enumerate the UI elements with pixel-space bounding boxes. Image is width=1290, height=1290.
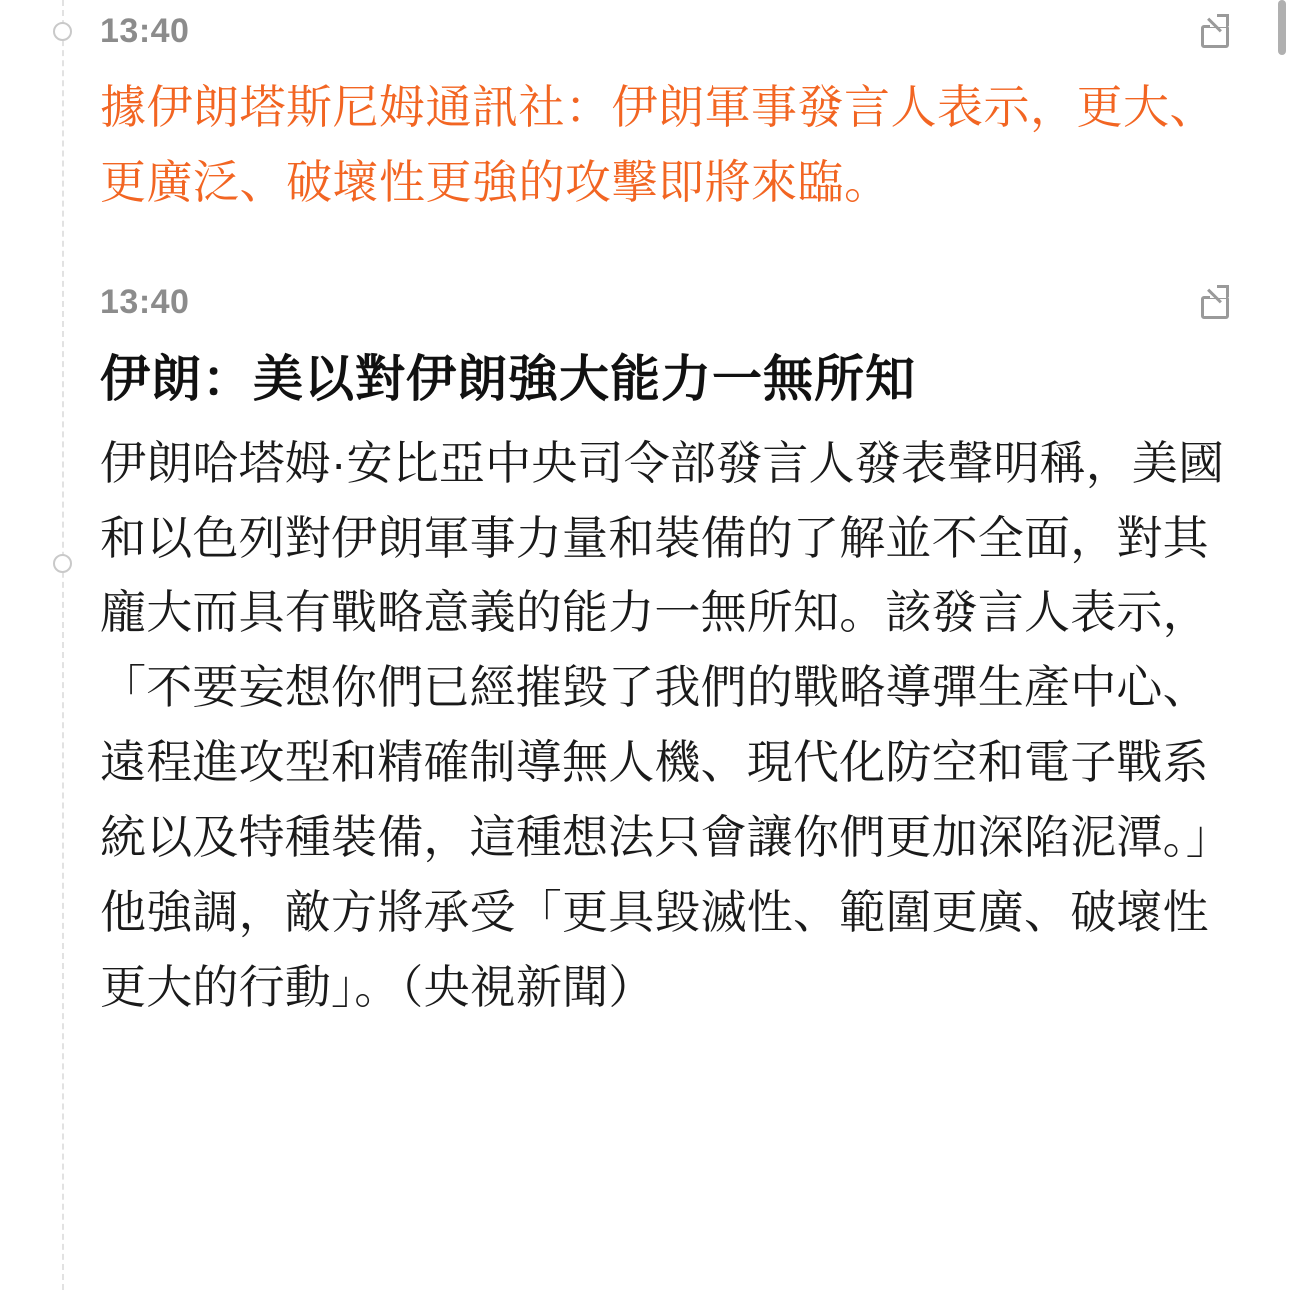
news-headline[interactable]: 伊朗：美以對伊朗強大能力一無所知	[100, 351, 916, 408]
share-icon[interactable]	[1201, 14, 1235, 48]
share-icon-arrowhead	[1217, 285, 1229, 297]
news-item[interactable]	[0, 0, 1290, 219]
timestamp: 13:40	[100, 282, 190, 321]
timeline-dot-icon	[53, 22, 72, 41]
share-icon-arrowhead	[1217, 14, 1229, 26]
news-headline-highlight[interactable]: 據伊朗塔斯尼姆通訊社：伊朗軍事發言人表示，更大、更廣泛、破壞性更強的攻擊即將來臨。	[100, 81, 1216, 208]
news-item[interactable]	[0, 219, 1290, 1025]
share-icon[interactable]	[1201, 285, 1235, 319]
news-body: 伊朗哈塔姆·安比亞中央司令部發言人發表聲明稱，美國和以色列對伊朗軍事力量和裝備的了解並不全面，對其龐大而具有戰略意義的能力一無所知。該發言人表示，「不要妄想你們已經摧毀了我們的戰略導彈生產中心、遠程進攻型和精確制導無人機、現代化防空和電子戰系統以及特種裝備，這種想法只會讓你們更加深陷泥潭。」他強調，敵方將承受「更具毀滅性、範圍更廣、破壞性更大的行動」。（央視新聞）	[100, 436, 1232, 1014]
news-item-header	[100, 279, 1235, 325]
timestamp: 13:40	[100, 11, 190, 50]
scrollbar[interactable]	[1278, 0, 1286, 1290]
scrollbar-thumb[interactable]	[1278, 0, 1286, 55]
timeline-dot-icon	[53, 554, 72, 573]
news-item-header	[100, 8, 1235, 54]
